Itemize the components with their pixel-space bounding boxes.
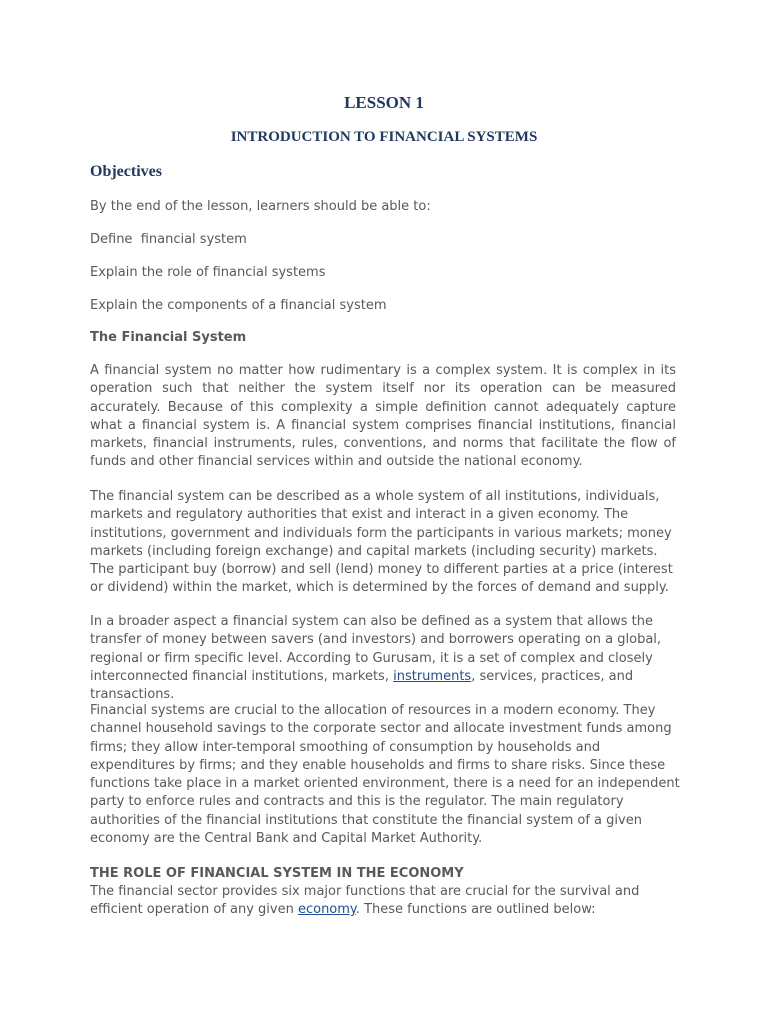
section-heading-financial-system: The Financial System [90, 330, 247, 345]
paragraph: The financial system can be described as a whole system of all institutions, individuals, markets and regulatory authorities that exist and interact in a given economy. The institutions, government and individuals form the participants in various markets; money markets (including foreign exchange) and capital markets (including security) markets. The participant buy (borrow) and sell (lend) money to different parties at a price (interest or dividend) within the market, which is determined by the forces of demand and supply. [90, 489, 673, 596]
paragraph-text: expenditures by firms; and they enable households and firms to share risks. Since these functions take place in a market oriented environment, there is a need for an independent party to enforce rules and contracts and this is the regulator. The main regulatory authorities of the financial institutions that constitute the financial system of a given economy are the Central Bank and Capital Market Authority. [90, 757, 680, 847]
lesson-title: LESSON 1 [344, 93, 424, 112]
paragraph: A financial system no matter how rudimentary is a complex system. It is complex in its operation such that neither the system itself nor its operation can be measured accurately. Because of this complexity a simple definition cannot adequately capture what a financial system is. A financial system comprises financial institutions, financial markets, financial instruments, rules, conventions, and norms that facilitate the flow of funds and other financial services within and outside the national economy. [90, 363, 676, 470]
objectives-heading: Objectives [90, 163, 162, 180]
paragraph-text: The financial sector provides six major functions that are crucial for the survival and efficient operation of any given [90, 884, 640, 918]
paragraph-text: . These functions are outlined below: [355, 902, 596, 918]
paragraph-text: Financial systems are crucial to the allocation of resources in a modern economy. They channel household savings to the corporate sector and allocate investment funds among firms; they allow inter-temporal smoothing of consumption by households and [90, 703, 672, 755]
economy-link[interactable]: economy [297, 902, 356, 918]
lesson-subtitle: INTRODUCTION TO FINANCIAL SYSTEMS [230, 129, 538, 145]
section-heading-role: THE ROLE OF FINANCIAL SYSTEM IN THE ECONOMY [90, 866, 464, 881]
objective-item: Explain the role of financial systems [90, 265, 326, 280]
objectives-intro: By the end of the lesson, learners should be able to: [90, 199, 431, 214]
objective-item: Define financial system [90, 232, 247, 247]
paragraph-text: , services, practices, and transactions. [90, 668, 634, 703]
paragraph [90, 883, 676, 920]
objective-item: Explain the components of a financial system [90, 298, 387, 313]
instruments-link[interactable]: instruments [393, 668, 472, 684]
paragraph [90, 702, 680, 848]
paragraph-text: In a broader aspect a financial system can also be defined as a system that allows the transfer of money between savers (and investors) and borrowers operating on a global, regional or firm specific level. According to Gurusam, it is a set of complex and closely interconnected financial institutions, markets, [90, 614, 662, 684]
paragraph [90, 613, 676, 704]
